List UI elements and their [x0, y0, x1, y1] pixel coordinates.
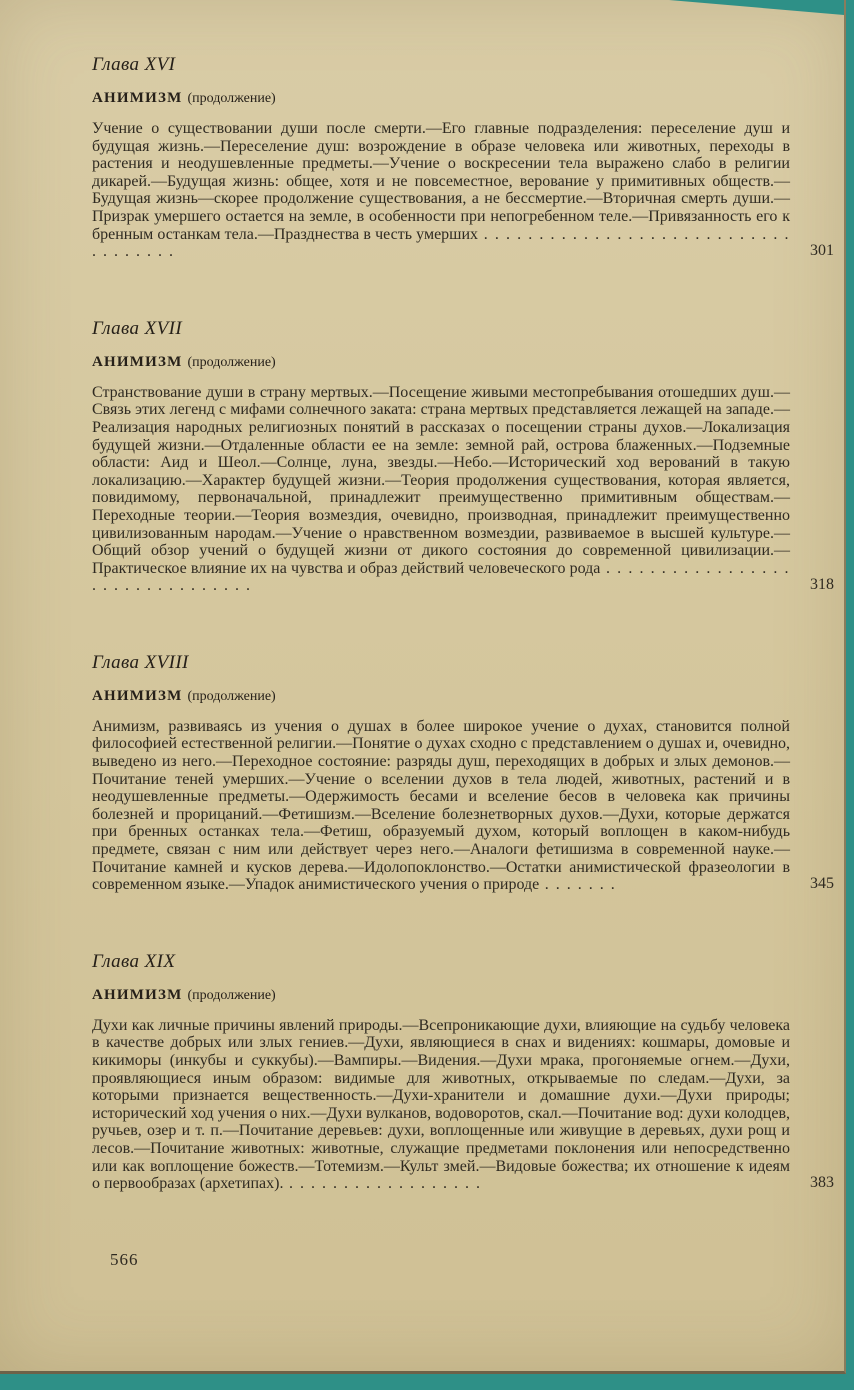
chapter-subtitle [92, 987, 834, 1004]
chapter-subtitle [92, 90, 834, 107]
dot-leader: . . . . . . . . . . . . . . . . . . . . . . . . . . . . . . . . . . . . [92, 225, 790, 261]
toc-chapter-18 [92, 652, 834, 894]
toc-chapter-17 [92, 318, 834, 595]
chapter-heading: Глава XVIII [92, 651, 189, 673]
chapter-heading: Глава XIX [92, 950, 176, 972]
chapter-subtitle [92, 354, 834, 371]
chapter-title-note: (продолжение) [187, 354, 276, 370]
page-ref: 345 [810, 874, 834, 892]
toc-entry-body: Странствование души в страну мертвых.—Посещение живыми местопребывания отошедших душ.—Связь этих легенд с мифами солнечного заката: страна мертвых представляется лежащей на западе.—Реализация народных религиозных понятий в рассказах о посещении страны духов.—Локализация будущей жизни.—Отдаленные области ее на земле: земной рай, острова блаженных.—Подземные области: Аид и Шеол.—Солнце, луна, звезды.—Небо.—Исторический ход верований в такую локализацию.—Характер будущей жизни.—Теория продолжения существования, которая является, повидимому, первоначальной, принадлежит преимущественно примитивным обществам.—Переходные теории.—Теория возмездия, очевидно, производная, принадлежит преимущественно цивилизованным народам.—Учение о нравственном возмездии, развиваемое в высшей культуре.—Общий обзор учений о будущей жизни от дикого состояния до современной цивилизации.—Практическое влияние их на чувства и образ действий человеческого рода [92, 383, 790, 577]
chapter-heading: Глава XVII [92, 317, 183, 339]
page-ref: 318 [810, 575, 834, 593]
toc-entry-text [92, 120, 790, 261]
page-ref: 383 [810, 1173, 834, 1191]
page-ref: 301 [810, 241, 834, 259]
chapter-heading: Глава XVI [92, 54, 176, 75]
toc-entry-body: Анимизм, развиваясь из учения о душах в более широкое учение о духах, становится полной философией естественной религии.—Понятие о духах сходно с представлением о душах и, очевидно, выведено из него.—Переходное состояние: разряды душ, переходящих в добрых и злых демонов.—Почитание теней умерших.—Учение о вселении духов в тела людей, животных, растений и в неодушевленные предметы.—Одержимость бесами и вселение бесов в человека как причины болезней и прорицаний.—Фетишизм.—Вселение болезнетворных духов.—Духи, которые держатся при бренных останках тела.—Фетиш, образуемый духом, который воплощен в каком-нибудь предмете, связан с ним или действует через него.—Аналоги фетишизма в современной науке.—Почитание камней и кусков дерева.—Идолопоклонство.—Остатки анимистической фразеологии в современном языке.—Упадок анимистического учения о природе [92, 717, 790, 894]
chapter-title-note: (продолжение) [187, 688, 276, 704]
chapter-title: АНИМИЗМ [92, 986, 183, 1003]
dot-leader: . . . . . . . . . . . . . . . . . . [283, 1175, 482, 1193]
toc-entry-text [92, 718, 790, 894]
toc-entry-body: Духи как личные причины явлений природы.—Всепроникающие духи, влияющие на судьбу человека в качестве добрых или злых гениев.—Духи, являющиеся в снах и видениях: кошмары, домовые и кикиморы (инкубы и суккубы).—Вампиры.—Видения.—Духи мрака, прогоняемые огнем.—Духи, проявляющиеся иным образом: видимые для животных, открываемые по следам.—Духи, за которыми признается вещественность.—Духи-хранители и домашние духи.—Духи природы; исторический ход учения о них.—Духи вулканов, водоворотов, скал.—Почитание вод: духи колодцев, ручьев, озер и т. п.—Почитание деревьев: духи, воплощенные или живущие в деревьях, духи рощ и лесов.—Почитание животных: животные, служащие предметами поклонения или непосредственно или как воплощение божеств.—Тотемизм.—Культ змей.—Видовые божества; их отношение к идеям о первообразах (архетипах). [92, 1016, 790, 1193]
chapter-subtitle [92, 688, 834, 705]
toc-entry-text [92, 384, 790, 595]
dot-leader: . . . . . . . . . . . . . . . . . . . . . . . . . . . . . . . . [92, 559, 791, 595]
chapter-title-note: (продолжение) [187, 987, 276, 1003]
chapter-title-note: (продолжение) [187, 91, 276, 106]
toc-entry-body: Учение о существовании души после смерти.—Его главные подразделения: переселение душ и будущая жизнь.—Переселение душ: возрождение в образе человека или животных, переходы в растения и неодушевленные предметы.—Учение о воскресении тела выражено слабо в религии дикарей.—Будущая жизнь: общее, хотя и не повсеместное, верование у примитивных обществ.—Будущая жизнь—скорее продолжение существования, а не бессмертие.—Вторичная смерть души.—Призрак умершего остается на земле, в особенности при непогребенном теле.—Привязанность его к бренным останкам тела.—Празднества в честь умерших [92, 120, 790, 243]
chapter-title: АНИМИЗМ [92, 687, 183, 704]
scan-backdrop-corner [669, 0, 844, 15]
chapter-title: АНИМИЗМ [92, 353, 183, 370]
folio-number: 566 [110, 1249, 139, 1269]
toc-chapter-16 [92, 54, 834, 261]
chapter-title: АНИМИЗМ [92, 90, 183, 106]
dot-leader: . . . . . . . [539, 876, 617, 894]
toc-chapter-19 [92, 951, 834, 1193]
toc-entry-text [92, 1017, 790, 1193]
